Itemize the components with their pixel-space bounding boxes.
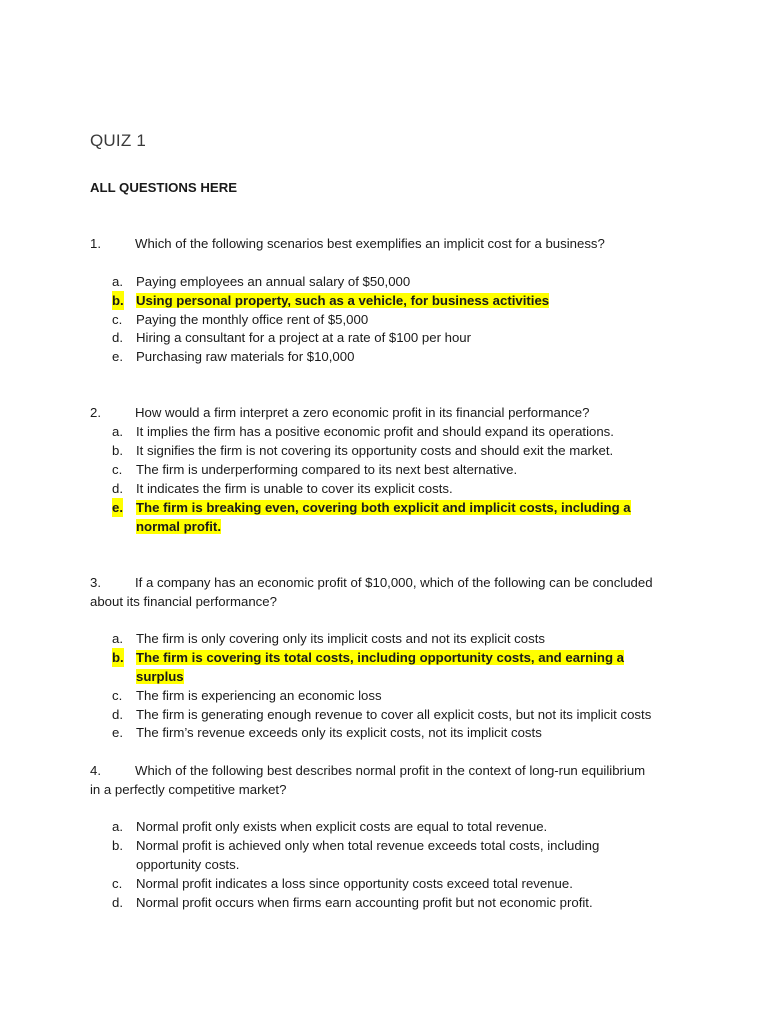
option-letter: e. xyxy=(112,725,123,740)
option-4a xyxy=(112,817,672,836)
option-letter: b. xyxy=(112,443,123,458)
option-text: Hiring a consultant for a project at a rate of $100 per hour xyxy=(136,330,472,345)
option-3a xyxy=(112,629,672,648)
option-text: Paying the monthly office rent of $5,000 xyxy=(136,312,369,327)
option-1b-correct xyxy=(112,291,672,310)
question-1 xyxy=(90,234,690,253)
option-text: The firm is generating enough revenue to cover all explicit costs, but not its implicit costs xyxy=(136,707,652,722)
option-letter: a. xyxy=(112,424,123,439)
option-text-line1: The firm is covering its total costs, including opportunity costs, and earning a xyxy=(136,650,625,665)
option-3d xyxy=(112,705,672,724)
question-text-continued: about its financial performance? xyxy=(90,594,277,609)
option-letter: b. xyxy=(112,838,123,853)
option-4b xyxy=(112,836,672,874)
option-text-line2: opportunity costs. xyxy=(136,857,240,872)
option-letter: c. xyxy=(112,876,123,891)
option-text-line2: surplus xyxy=(136,669,184,684)
option-1c xyxy=(112,310,672,329)
option-3e xyxy=(112,723,672,742)
question-number: 3. xyxy=(90,575,101,590)
option-1a xyxy=(112,272,672,291)
option-1d xyxy=(112,328,672,347)
option-letter: a. xyxy=(112,631,123,646)
option-text-line1: Normal profit is achieved only when total revenue exceeds total costs, including xyxy=(136,838,600,853)
question-text: If a company has an economic profit of $10,000, which of the following can be concluded xyxy=(135,575,653,590)
option-text: The firm is only covering only its implicit costs and not its explicit costs xyxy=(136,631,545,646)
option-letter: e. xyxy=(112,349,123,364)
option-letter: d. xyxy=(112,707,123,722)
option-text: Purchasing raw materials for $10,000 xyxy=(136,349,355,364)
page-title: QUIZ 1 xyxy=(90,131,146,150)
option-2c xyxy=(112,460,672,479)
option-letter: a. xyxy=(112,274,123,289)
option-text-line2: normal profit. xyxy=(136,519,221,534)
page-subtitle: ALL QUESTIONS HERE xyxy=(90,180,238,195)
question-text-continued: in a perfectly competitive market? xyxy=(90,782,287,797)
option-letter: d. xyxy=(112,895,123,910)
option-text: Normal profit occurs when firms earn accounting profit but not economic profit. xyxy=(136,895,593,910)
question-4 xyxy=(90,761,690,799)
option-text: Normal profit only exists when explicit costs are equal to total revenue. xyxy=(136,819,548,834)
option-letter: b. xyxy=(112,650,124,665)
option-4c xyxy=(112,874,672,893)
option-text: It implies the firm has a positive economic profit and should expand its operations. xyxy=(136,424,614,439)
option-text: Normal profit indicates a loss since opportunity costs exceed total revenue. xyxy=(136,876,573,891)
option-letter: b. xyxy=(112,293,124,308)
option-text: It signifies the firm is not covering its opportunity costs and should exit the market. xyxy=(136,443,614,458)
option-2a xyxy=(112,422,672,441)
question-text: Which of the following best describes normal profit in the context of long-run equilibrium xyxy=(135,763,646,778)
option-text-line1: The firm is breaking even, covering both explicit and implicit costs, including a xyxy=(136,500,631,515)
option-3b-correct xyxy=(112,648,672,686)
option-letter: d. xyxy=(112,330,123,345)
option-text: Using personal property, such as a vehicle, for business activities xyxy=(136,293,550,308)
option-text: The firm’s revenue exceeds only its explicit costs, not its implicit costs xyxy=(136,725,542,740)
question-number: 4. xyxy=(90,763,101,778)
question-number: 1. xyxy=(90,236,101,251)
question-text: Which of the following scenarios best exemplifies an implicit cost for a business? xyxy=(135,236,605,251)
option-1e xyxy=(112,347,672,366)
option-2d xyxy=(112,479,672,498)
question-2 xyxy=(90,403,690,422)
option-letter: c. xyxy=(112,312,123,327)
option-text: It indicates the firm is unable to cover its explicit costs. xyxy=(136,481,453,496)
option-2b xyxy=(112,441,672,460)
option-letter: c. xyxy=(112,688,123,703)
option-4d xyxy=(112,893,672,912)
option-letter: a. xyxy=(112,819,123,834)
option-text: The firm is underperforming compared to its next best alternative. xyxy=(136,462,518,477)
option-2e-correct xyxy=(112,498,672,536)
option-letter: c. xyxy=(112,462,123,477)
option-text: Paying employees an annual salary of $50,000 xyxy=(136,274,411,289)
question-3 xyxy=(90,573,690,611)
option-letter: d. xyxy=(112,481,123,496)
question-text: How would a firm interpret a zero economic profit in its financial performance? xyxy=(135,405,590,420)
option-letter: e. xyxy=(112,500,123,515)
question-number: 2. xyxy=(90,405,101,420)
option-text: The firm is experiencing an economic loss xyxy=(136,688,382,703)
option-3c xyxy=(112,686,672,705)
